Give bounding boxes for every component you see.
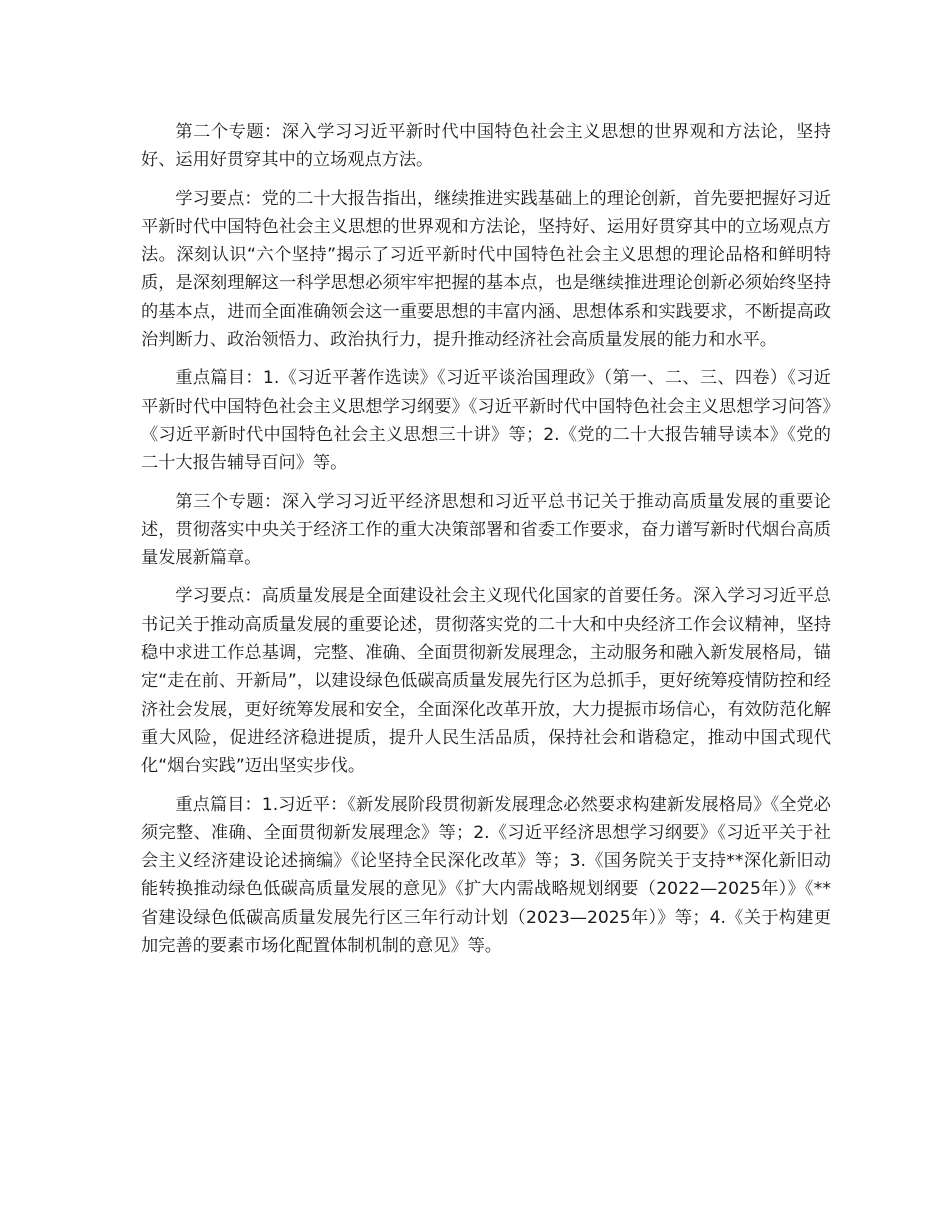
paragraph-topic-3-readings: 重点篇目：1.习近平：《新发展阶段贯彻新发展理念必然要求构建新发展格局》《全党必须完整、准确、全面贯彻新发展理念》等；2.《习近平经济思想学习纲要》《习近平关于社会主义经济建设论述摘编》《论坚持全民深化改革》等；3.《国务院关于支持**深化新旧动能转换推动绿色低碳高质量发展的意见》《扩大内需战略规划纲要（2022—2025年）》《**省建设绿色低碳高质量发展先行区三年行动计划（2023—2025年）》等；4.《关于构建更加完善的要素市场化配置体制机制的意见》等。 — [141, 794, 831, 957]
document-body — [141, 118, 831, 970]
paragraph-topic-2-title: 第二个专题：深入学习习近平新时代中国特色社会主义思想的世界观和方法论，坚持好、运用好贯穿其中的立场观点方法。 — [141, 122, 831, 171]
paragraph-topic-2-key-points: 学习要点：党的二十大报告指出，继续推进实践基础上的理论创新，首先要把握好习近平新时代中国特色社会主义思想的世界观和方法论，坚持好、运用好贯穿其中的立场观点方法。深刻认识“六个坚持”揭示了习近平新时代中国特色社会主义思想的理论品格和鲜明特质，是深刻理解这一科学思想必须牢牢把握的基本点，也是继续推进理论创新必须始终坚持的基本点，进而全面准确领会这一重要思想的丰富内涵、思想体系和实践要求，不断提高政治判断力、政治领悟力、政治执行力，提升推动经济社会高质量发展的能力和水平。 — [141, 188, 831, 351]
paragraph-topic-2-readings: 重点篇目：1.《习近平著作选读》《习近平谈治国理政》（第一、二、三、四卷）《习近平新时代中国特色社会主义思想学习纲要》《习近平新时代中国特色社会主义思想学习问答》《习近平新时代中国特色社会主义思想三十讲》等；2.《党的二十大报告辅导读本》《党的二十大报告辅导百问》等。 — [141, 368, 831, 474]
paragraph-topic-3-key-points: 学习要点：高质量发展是全面建设社会主义现代化国家的首要任务。深入学习习近平总书记关于推动高质量发展的重要论述，贯彻落实党的二十大和中央经济工作会议精神，坚持稳中求进工作总基调，完整、准确、全面贯彻新发展理念，主动服务和融入新发展格局，锚定“走在前、开新局”，以建设绿色低碳高质量发展先行区为总抓手，更好统筹疫情防控和经济社会发展，更好统筹发展和安全，全面深化改革开放，大力提振市场信心，有效防范化解重大风险，促进经济稳进提质，提升人民生活品质，保持社会和谐稳定，推动中国式现代化“烟台实践”迈出坚实步伐。 — [141, 586, 831, 777]
paragraph-topic-3-title: 第三个专题：深入学习习近平经济思想和习近平总书记关于推动高质量发展的重要论述，贯彻落实中央关于经济工作的重大决策部署和省委工作要求，奋力谱写新时代烟台高质量发展新篇章。 — [141, 491, 831, 569]
